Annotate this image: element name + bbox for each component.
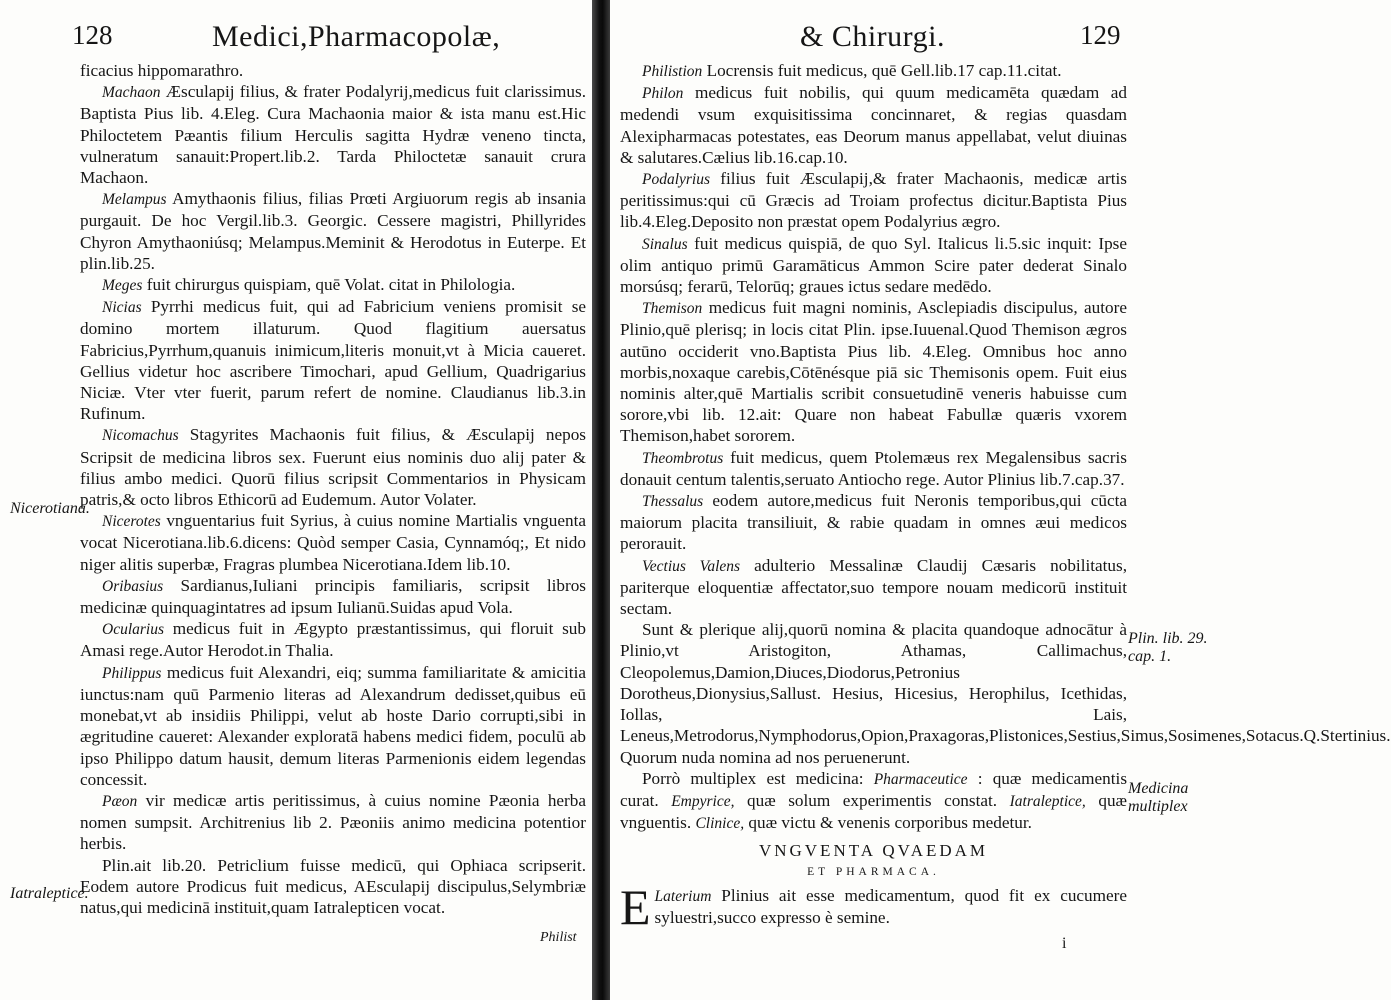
entry-name: Meges [102,277,143,295]
section-heading: VNGVENTA QVAEDAM [758,841,989,861]
entry-paragraph [80,81,586,188]
entry-paragraph [620,555,1127,620]
entry-name: Melampus [102,191,167,209]
term-text: quæ vnguentis. [620,790,1128,833]
entry-paragraph [620,878,1127,935]
entry-paragraph [620,60,1127,82]
page-number: 129 [1080,20,1121,50]
entry-text: vir medicæ artis peritissimus, à cuius nomine Pæonia herba nomen sumpsit. Architrenius lib 2. Pæoniis animo medicina potentior herbis. [80,790,586,854]
entry-name: Theombrotus [642,449,724,467]
entry-text: Plin.ait lib.20. Petriclium fuisse medicū, qui Ophiaca scripserit. Eodem autore Prodicus fuit medicus, AEsculapij discipulus,Selymbriæ natus,qui medicinā instituit,quam Iatralepticen vocat. [80,855,586,917]
entry-text: Sunt & plerique alij,quorū nomina & placita quandoque adnocātur à Plinio,vt Aristogiton, Athamas, Callimachus, Cleopolemus,Damion,Diuces,Diodorus,Petronius Dorotheus,Dionysius,Sallust. Hesius, Hicesius, Herophilus, Icethidas, Iollas, Lais, Leneus,Metrodorus,Nymphodorus,Opion,Praxagoras,Plistonices,Sestius,Simus,Sosimenes,Sotacus.Q.Stertinius. Quorum nuda nomina ad nos peruenerunt. [620,620,1391,767]
entry-paragraph [80,274,586,296]
entry-text: Stagyrites Machaonis fuit filius, & Æsculapij nepos Scripsit de medicina libros sex. Fuerunt eius nominis duo alij pater & filius ambo medici. Quorū filius scripsit Commentarios in Physicam patris,& octo libros Ethicorū ad Eudemum. Autor Volater. [80,425,586,510]
entry-paragraph [80,424,586,510]
entry-text: Locrensis fuit medicus, quē Gell.lib.17 cap.11.citat. [706,61,1062,80]
margin-note: Nicerotiana. [10,500,90,517]
margin-note: Plin. lib. 29. cap. 1. [1128,630,1208,665]
right-page [610,0,1391,1000]
entry-name: Laterium [654,887,712,905]
page-number: 128 [72,20,113,50]
entry-name: Philistion [642,63,703,80]
entry-text: Æsculapij filius, & frater Podalyrij,medicus fuit clarissimus. Baptista Pius lib. 4.Eleg. Cura Machaonia maior & ista manu est.Hic Philoctetem Pæantis filium Herculis sagitta Hydræ veneno tincta, vulneratum sanauit:Propert.lib.2. Tarda Philoctetæ sanauit crura Machaon. [80,82,586,188]
margin-note: Medicina multiplex [1128,780,1189,815]
entry-paragraph [80,188,586,274]
entry-paragraph [620,168,1127,233]
entry-paragraph [80,662,586,790]
entry-text: filius fuit Æsculapij,& frater Machaonis, medicæ artis peritissimus:qui cū Græcis ad Troiam profectus dicitur.Baptista Pius lib.4.Eleg.Deposito non præstat opem Podalyrius ægro. [620,169,1127,232]
entry-paragraph [80,855,586,919]
entry-text: Amythaonis filius, filias Prœti Argiuorum regis ab insania purgauit. De hoc Vergil.lib.3. Georgic. Cessere magistri, Phillyrides Chyron Amythaoniúsq; Melampus.Meminit & Herodotus in Euterpe. Et plin.lib.25. [80,189,586,273]
entry-name: Podalyrius [642,171,711,189]
entry-name: Philon [642,85,684,103]
book-gutter [592,0,610,1000]
entry-name: Nicerotes [102,513,161,531]
entry-paragraph [620,490,1127,555]
entry-name: Ocularius [102,621,164,639]
entry-paragraph [620,82,1127,168]
margin-note: Iatraleptice. [10,885,89,902]
entry-text: medicus fuit Alexandri, eiq; summa familiaritate & amicitia iunctus:nam quū Parmenio literas ad Alexandrum dedisset,quibus eū monebat,vt ab insidiis Philippi, velut ab hoste Dario corrupti,sibi in ægritudine caueret: Alexander exploratā habens medici fidem, poculū ab ipso Philippo datum hausit, demum literas Parmenionis eidem legendas concessit. [80,662,586,789]
left-text-column [80,60,586,918]
right-header [610,20,1209,58]
entry-text: medicus fuit nobilis, qui quum medicamēta quædam ad medendi vsum exquisitissima concinnaret, & regias quasdam Alexipharmacas potestates, eas Deorum manus appellabat, velut diuinas & salutares.Cælius lib.16.cap.10. [620,83,1128,167]
entry-name: Thessalus [642,493,704,511]
left-header [0,20,592,58]
term-text: Porrò multiplex est medicina: [642,768,864,788]
entry-name: Nicomachus [102,427,179,445]
catchword: Philist [540,930,577,945]
entry-name: Philippus [102,664,162,682]
term-name: Empyrice, [671,792,735,810]
entry-paragraph [80,790,586,855]
term-text: quæ victu & venenis corporibus medetur. [748,813,1032,833]
entry-name: Themison [642,300,703,318]
term-name: Clinice, [695,815,745,833]
entry-paragraph [80,60,586,81]
entry-paragraph [80,510,586,575]
entry-name: Machaon [102,84,161,102]
entry-text: Pyrrhi medicus fuit, qui ad Fabricium veniens promisit se domino mortem illaturum. Quod flagitium auersatus Fabricius,Pyrrhum,quanuis inimicum,literis monuit,vt à Micia caueret. Gellius videtur hoc ascribere Timochari, apud Gellium, Quadrigarius Niciæ. Vter vter fuerit, parum refert de nomine. Claudianus lib.3.in Rufinum. [80,297,587,424]
entry-text: Plinius ait esse medicamentum, quod fit ex cucumere syluestri,succo expresso è semine. [654,885,1127,927]
term-name: Iatraleptice, [1009,792,1086,810]
entry-paragraph [80,575,586,618]
term-name: Pharmaceutice [873,770,968,788]
entry-paragraph [80,618,586,661]
running-title: Medici,Pharmacopolæ, [212,20,501,53]
entry-text: fuit medicus quispiā, de quo Syl. Italicus li.5.sic inquit: Ipse olim antiquo primū Garamāticus Ammon Scire pater dederat Sinalo morsúsq; ferarū, Telorūq; graues ictus sedare medēdo. [620,233,1127,297]
entry-text: medicus fuit in Ægypto præstantissimus, qui floruit sub Amasi rege.Autor Herodot.in Thalia. [80,619,586,661]
entry-name: Nicias [102,299,142,317]
entry-paragraph [80,296,586,424]
entry-text: adulterio Messalinæ Claudij Cæsaris nobilitatus, pariterque eloquentiæ affectator,suo tempore nouam medicorū instituit sectam. [620,555,1128,619]
term-text: : quæ medicamentis curat. [620,768,1128,810]
section-subheading: ET PHARMACA. [807,865,940,878]
entry-text: medicus fuit magni nominis, Asclepiadis discipulus, autore Plinio,quē plerisq; in locis citat Plin. ipse.Iuuenal.Quod Themison ægros autūno occiderit vno.Baptista Pius lib. 4.Eleg. Omnibus hoc anno morbis,noxaque carebis,Cōtēnésque piā sic Themisonis opem. Fuit eius nominis alter,quē Martialis scribit consuetudinē veneris habuisse cum sorore,vbi lib. 12.ait: Quare non habeat Fabullæ quæris vxorem Themison,habet sororem. [620,298,1127,446]
entry-text: vnguentarius fuit Syrius, à cuius nomine Martialis vnguenta vocat Nicerotiana.lib.6.dicens: Quòd semper Casia, Cynnamóq;, Et nido niger alitis superbæ, Fragras plumbea Nicerotiana.Idem lib.10. [80,511,586,574]
running-title: & Chirurgi. [800,20,945,53]
entry-paragraph [620,297,1127,446]
drop-cap: E [620,878,651,935]
medicina-paragraph [620,768,1127,835]
entry-paragraph [620,233,1127,298]
signature-mark: i [1062,935,1067,952]
left-page [0,0,592,1000]
entry-name: Vectius Valens [642,557,741,575]
term-text: quæ solum experimentis constat. [747,790,998,810]
entry-name: Pæon [102,792,138,810]
entry-name: Oribasius [102,577,164,595]
entry-text: fuit medicus, quem Ptolemæus rex Megalensibus sacris donauit centum talentis,seruato Antiocho rege. Autor Plinius lib.7.cap.37. [620,447,1127,489]
entry-text: fuit chirurgus quispiam, quē Volat. citat in Philologia. [146,275,516,295]
entry-paragraph [620,447,1127,490]
entry-text: eodem autore,medicus fuit Neronis temporibus,qui cūcta maiorum placita transiliuit, & rabie quadam in omnes æui medicos perorauit. [620,491,1128,554]
entry-name: Sinalus [642,235,688,253]
entry-text: Sardianus,Iuliani principis familiaris, scripsit libros medicinæ quinquagintatres ad ipsum Iulianū.Suidas apud Vola. [80,575,586,618]
entry-text: ficacius hippomarathro. [80,61,244,80]
